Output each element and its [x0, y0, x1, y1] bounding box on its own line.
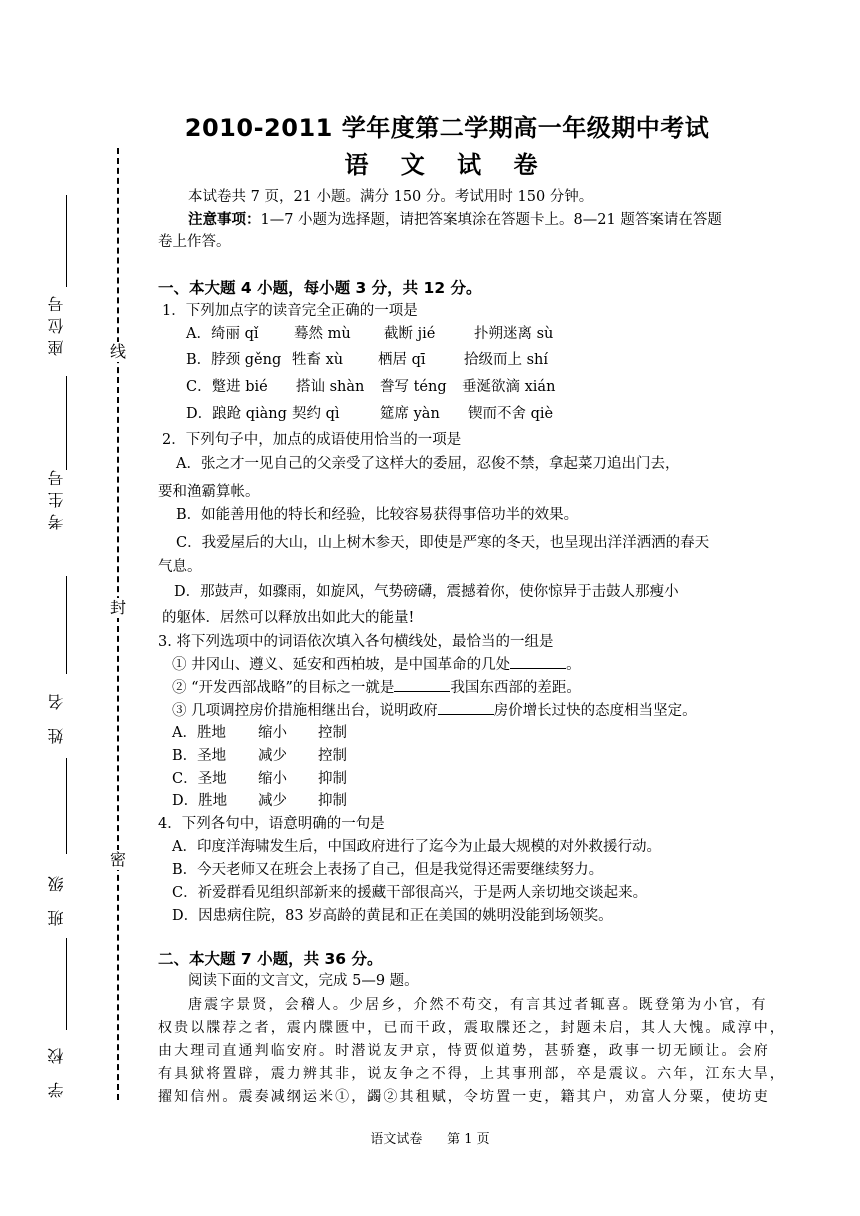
q1-stem: 1．下列加点字的读音完全正确的一项是: [162, 303, 418, 319]
q3-option-d: [172, 790, 347, 812]
q3-s2-end: 我国东西部的差距。: [450, 680, 581, 696]
q2-c-line1: C．我爱屋后的大山，山上树木参天，即使是严寒的冬天，也呈现出洋洋洒洒的春天: [176, 535, 710, 551]
footer-subject: 语文试卷: [370, 1132, 423, 1147]
notice-line: [188, 209, 722, 231]
q3-blank1: [510, 654, 566, 669]
q3-stem: 3. 将下列选项中的词语依次填入各句横线处，最恰当的一组是: [158, 634, 554, 650]
q3-option-c: [172, 768, 347, 790]
binding-dashed-line: [117, 148, 119, 1100]
q3-c-3: 抑制: [318, 771, 347, 787]
q1-d-1: D．踉跄 qiàng: [186, 406, 287, 422]
q3-sentence3: [172, 700, 697, 722]
name-label: 姓名: [47, 676, 66, 744]
q1-b-1: B．脖颈 gěng: [186, 352, 282, 368]
q3-sentence1: [172, 654, 581, 676]
q2-c-line2: 气息。: [158, 559, 202, 575]
q3-d-1: D．胜地: [172, 793, 228, 809]
page-footer: [0, 1128, 860, 1147]
passage-line-4: 有具狱将置辟，震力辨其非，说友争之不得，上其事刑部，卒是震议。六年，江东大旱，: [158, 1066, 786, 1082]
q1-a-2: 蓦然 mù: [294, 326, 351, 342]
q1-option-c: [186, 376, 555, 398]
q1-c-4: 垂涎欲滴 xián: [462, 379, 556, 395]
q1-d-3: 筵席 yàn: [380, 406, 440, 422]
student-number-line: [66, 376, 67, 470]
q3-c-2: 缩小: [258, 771, 287, 787]
q4-d: D．因患病住院，83 岁高龄的黄昆和正在美国的姚明没能到场领奖。: [172, 908, 613, 924]
q3-option-b: [172, 745, 347, 767]
section2-heading: 二、本大题 7 小题，共 36 分。: [158, 950, 383, 968]
school-line: [66, 938, 67, 1030]
q3-a-1: A．胜地: [172, 725, 226, 741]
q4-b: B．今天老师又在班会上表扬了自己，但是我觉得还需要继续努力。: [172, 862, 604, 878]
seat-number-line: [66, 195, 67, 287]
footer-page: 第 1 页: [447, 1132, 490, 1147]
q2-d-line2: 的躯体．居然可以释放出如此大的能量!: [162, 610, 415, 626]
exam-title: 2010-2011 学年度第二学期高一年级期中考试: [184, 114, 710, 142]
q1-option-a: [186, 323, 553, 345]
notice-label: 注意事项：: [188, 211, 261, 228]
q3-s1-end: 。: [566, 657, 581, 673]
q1-d-2: 契约 qì: [292, 406, 340, 422]
cut-mark-xian: 线: [109, 342, 126, 361]
cut-mark-feng: 封: [109, 598, 126, 617]
q1-d-4: 锲而不舍 qiè: [468, 406, 554, 422]
q3-a-2: 缩小: [258, 725, 287, 741]
q3-s2-text: ② “开发西部战略”的目标之一就是: [172, 680, 395, 696]
q3-s1-text: ① 井冈山、遵义、延安和西柏坡，是中国革命的几处: [172, 657, 511, 673]
q3-sentence2: [172, 677, 581, 699]
cut-mark-mi: 密: [109, 850, 126, 869]
q1-b-2: 牲畜 xù: [292, 352, 344, 368]
name-line: [66, 576, 67, 674]
passage-line-5: 擢知信州。震奏减纲运米①，蠲②其租赋，令坊置一吏，籍其户，劝富人分粟，使坊吏: [158, 1089, 770, 1105]
q1-option-b: [186, 349, 548, 371]
passage-line-3: 由大理司直通判临安府。时潜说友尹京，恃贾似道势，甚骄蹇，政事一切无顾让。会府: [158, 1043, 770, 1059]
exam-subtitle: 语 文 试 卷: [344, 151, 550, 179]
seat-number-label: 座位号: [47, 290, 66, 356]
q1-a-3: 截断 jié: [384, 326, 436, 342]
passage-line-2: 权贵以牒荐之者，震内牒匮中，已而干政，震取牒还之，封题未启，其人大愧。咸淳中，: [158, 1020, 786, 1036]
q3-s3-end: 房价增长过快的态度相当坚定。: [493, 703, 697, 719]
q2-a-line2: 要和渔霸算帐。: [158, 484, 260, 500]
q1-b-4: 拾级而上 shí: [464, 352, 549, 368]
q3-blank3: [438, 700, 494, 715]
school-label: 学校: [47, 1030, 66, 1098]
q4-c: C．祈爱群看见组织部新来的援藏干部很高兴，于是两人亲切地交谈起来。: [172, 885, 648, 901]
q3-b-1: B．圣地: [172, 748, 227, 764]
q2-a-line1: A．张之才一见自己的父亲受了这样大的委屈，忍俊不禁，拿起菜刀追出门去，: [176, 456, 680, 472]
student-number-label: 考生号: [47, 464, 66, 530]
q1-option-d: [186, 403, 553, 425]
section2-instruction: 阅读下面的文言文，完成 5—9 题。: [188, 973, 419, 989]
notice-text: 1—7 小题为选择题，请把答案填涂在答题卡上。8—21 题答案请在答题: [260, 212, 722, 228]
q3-b-2: 减少: [258, 748, 287, 764]
q3-blank2: [394, 677, 450, 692]
class-line: [66, 758, 67, 854]
notice-cont: 卷上作答。: [158, 234, 231, 250]
q3-a-3: 控制: [318, 725, 347, 741]
q3-c-1: C．圣地: [172, 771, 227, 787]
q1-a-4: 扑朔迷离 sù: [474, 326, 554, 342]
q3-s3-text: ③ 几项调控房价措施相继出台，说明政府: [172, 703, 438, 719]
q1-a-1: A．绮丽 qǐ: [186, 326, 259, 342]
q3-d-3: 抑制: [318, 793, 347, 809]
q4-a: A．印度洋海啸发生后，中国政府进行了迄今为止最大规模的对外救援行动。: [172, 839, 661, 855]
passage-line-1: 唐震字景贤，会稽人。少居乡，介然不苟交，有言其过者辄喜。既登第为小官，有: [188, 997, 768, 1013]
q2-stem: 2．下列句子中，加点的成语使用恰当的一项是: [162, 432, 462, 448]
section1-heading: 一、本大题 4 小题，每小题 3 分，共 12 分。: [158, 279, 482, 297]
q2-d-line1: D．那鼓声，如骤雨，如旋风，气势磅礴，震撼着你，使你惊异于击鼓人那瘦小: [174, 584, 679, 600]
q4-stem: 4．下列各句中，语意明确的一句是: [158, 816, 385, 832]
q2-b: B．如能善用他的特长和经验，比较容易获得事倍功半的效果。: [176, 507, 579, 523]
intro-line: 本试卷共 7 页，21 小题。满分 150 分。考试用时 150 分钟。: [188, 189, 594, 205]
q3-option-a: [172, 722, 347, 744]
q1-c-3: 誊写 téng: [380, 379, 447, 395]
q1-c-2: 搭讪 shàn: [296, 379, 365, 395]
q1-c-1: C．蹩进 bié: [186, 379, 268, 395]
class-label: 班级: [47, 858, 66, 926]
q3-b-3: 控制: [318, 748, 347, 764]
q3-d-2: 减少: [258, 793, 287, 809]
q1-b-3: 栖居 qī: [378, 352, 426, 368]
